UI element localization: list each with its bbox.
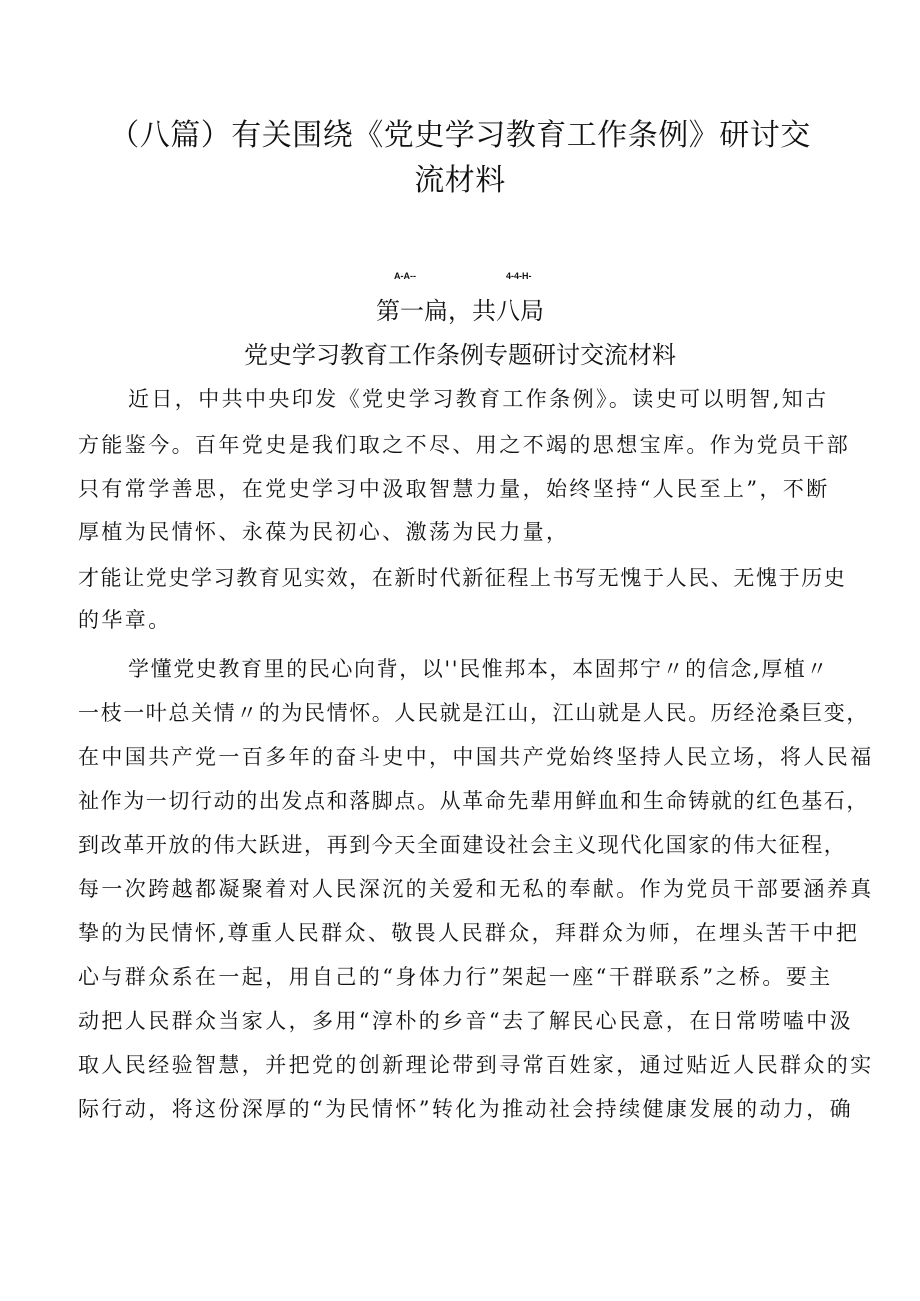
paragraph-line: 学懂党史教育里的民心向背，以''民惟邦本，本固邦宁〃的信念,厚植〃 <box>128 657 830 681</box>
paragraph-line: 动把人民群众当家人，多用“淳朴的乡音“去了解民心民意，在日常唠嗑中汲 <box>78 1009 854 1033</box>
document-title-line-1: （八篇）有关围绕《党史学习教育工作条例》研讨交 <box>109 118 811 153</box>
ornament-mark-right: 4-4-H- <box>506 271 532 281</box>
paragraph-line: 心与群众系在一起，用自己的“身体力行”架起一座“干群联系”之桥。要主 <box>78 965 833 989</box>
paragraph-line: 挚的为民情怀,尊重人民群众、敬畏人民群众，拜群众为师，在埋头苦干中把 <box>78 921 860 945</box>
paragraph-line: 每一次跨越都凝聚着对人民深沉的关爱和无私的奉献。作为党员干部要涵养真 <box>78 877 874 901</box>
paragraph-line: 在中国共产党一百多年的奋斗史中，中国共产党始终坚持人民立场，将人民福 <box>78 745 874 769</box>
document-title-line-2: 流材料 <box>414 163 506 198</box>
section-title-heading: 党史学习教育工作条例专题研讨交流材料 <box>244 341 676 369</box>
paragraph-line: 近日，中共中央印发《党史学习教育工作条例》。读史可以明智,知古 <box>128 387 829 411</box>
paragraph-line: 一枝一叶总关情〃的为民情怀。人民就是江山，江山就是人民。历经沧桑巨变， <box>78 701 869 725</box>
ornament-mark-left: A-A-- <box>394 271 416 281</box>
paragraph-line: 祉作为一切行动的出发点和落脚点。从革命先辈用鲜血和生命铸就的红色基石， <box>78 789 869 813</box>
paragraph-line: 只有常学善思，在党史学习中汲取智慧力量，始终坚持“人民至上”，不断 <box>78 477 830 501</box>
section-number-heading: 第一扁，共八局 <box>376 297 544 325</box>
paragraph-line: 际行动，将这份深厚的“为民情怀”转化为推动社会持续健康发展的动力，确 <box>78 1097 854 1121</box>
paragraph-line: 取人民经验智慧，并把党的创新理论带到寻常百姓家，通过贴近人民群众的实 <box>78 1053 874 1077</box>
paragraph-line: 才能让党史学习教育见实效，在新时代新征程上书写无愧于人民、无愧于历史 <box>78 566 847 590</box>
paragraph-line: 方能鉴今。百年党史是我们取之不尽、用之不竭的思想宝库。作为党员干部 <box>78 433 851 457</box>
paragraph-line: 到改革开放的伟大跃进，再到今天全面建设社会主义现代化国家的伟大征程， <box>78 833 847 857</box>
paragraph-line: 厚植为民情怀、永葆为民初心、激荡为民力量， <box>78 520 570 544</box>
paragraph-line: 的华章。 <box>78 608 172 632</box>
